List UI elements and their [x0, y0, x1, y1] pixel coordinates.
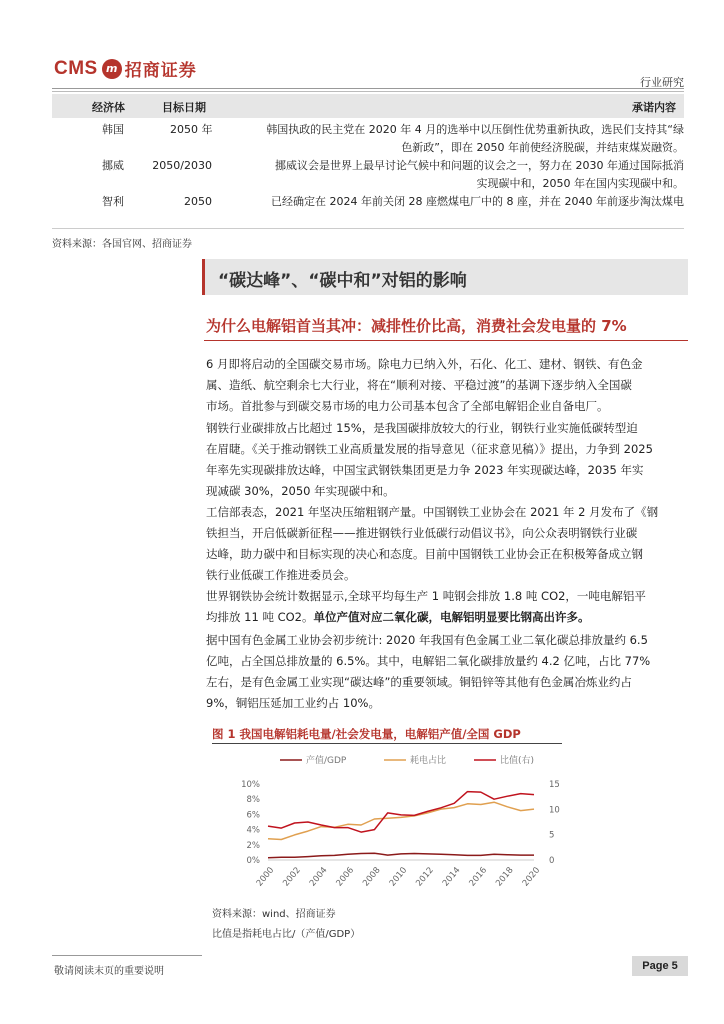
table-header-economy: 经济体 — [92, 101, 125, 114]
x-tick-label: 2002 — [281, 865, 303, 889]
report-type: 行业研究 — [640, 76, 684, 89]
paragraph-line — [206, 607, 688, 628]
table-cell-commitment-line1: 挪威议会是世界上最早讨论气候中和问题的议会之一，努力在 2030 年通过国际抵消 — [275, 159, 684, 172]
table-cell-commitment-line1: 已经确定在 2024 年前关闭 28 座燃煤电厂中的 8 座，并在 2040 年前逐步淘汰煤电 — [271, 195, 684, 208]
paragraph-line: 工信部表态，2021 年坚决压缩粗钢产量。中国钢铁工业协会在 2021 年 2 月发布了《钢 — [206, 505, 659, 519]
series-line-1 — [268, 853, 534, 858]
paragraph-line: 在眉睫。《关于推动钢铁工业高质量发展的指导意见（征求意见稿）》提出，力争到 2025 — [206, 442, 653, 456]
y-right-tick-label: 5 — [549, 830, 555, 841]
table-cell-commitment-line2: 实现碳中和，2050 年在国内实现碳中和。 — [476, 177, 684, 190]
y-left-tick-label: 6% — [246, 810, 260, 821]
table-bottom-rule — [52, 228, 684, 229]
y-left-tick-label: 10% — [241, 780, 260, 790]
y-left-tick-label: 2% — [246, 840, 260, 851]
x-tick-label: 2000 — [254, 865, 277, 889]
paragraph-line: 达峰，助力碳中和目标实现的决心和态度。目前中国钢铁工业协会正在积极筹备成立钢 — [206, 547, 643, 561]
x-tick-label: 2012 — [414, 865, 436, 889]
table-cell-date: 2050 — [184, 195, 212, 208]
table-header-commitment: 承诺内容 — [632, 101, 676, 114]
paragraph-line: 铁担当，开启低碳新征程——推进钢铁行业低碳行动倡议书》，向公众表明钢铁行业碳 — [206, 526, 638, 540]
footer-disclaimer: 敬请阅读末页的重要说明 — [54, 966, 164, 977]
y-left-tick-label: 0% — [246, 856, 260, 866]
table-cell-economy: 韩国 — [102, 123, 124, 136]
paragraph-line: 现减碳 30%，2050 年实现碳中和。 — [206, 484, 395, 498]
x-tick-label: 2016 — [467, 865, 490, 889]
paragraph-line: 钢铁行业碳排放占比超过 15%，是我国碳排放较大的行业，钢铁行业实施低碳转型迫 — [206, 421, 638, 435]
paragraph-3 — [206, 502, 688, 586]
table-cell-commitment-line1: 韩国执政的民主党在 2020 年 4 月的选举中以压倒性优势重新执政，选民们支持其“绿 — [266, 123, 684, 136]
footer-rule — [52, 955, 202, 956]
table-header — [52, 94, 684, 118]
subsection-title: 为什么电解铝首当其冲：减排性价比高，消费社会发电量的 7% — [206, 317, 627, 335]
legend-label-3: 比值(右) — [500, 756, 535, 766]
legend-label-1: 产值/GDP — [306, 756, 347, 766]
y-right-tick-label: 0 — [549, 856, 555, 866]
line-chart — [212, 746, 562, 898]
figure-note: 比值是指耗电占比/（产值/GDP） — [212, 929, 361, 940]
paragraph-line: 9%，铜铝压延加工业约占 10%。 — [206, 696, 380, 710]
paragraph-1 — [206, 354, 688, 417]
paragraph-text: 均排放 11 吨 CO2。 — [206, 610, 314, 624]
y-left-tick-label: 8% — [246, 795, 260, 806]
figure-title-rule — [212, 743, 562, 744]
company-logo — [54, 56, 197, 81]
header-divider-thin — [52, 91, 684, 92]
table-cell-date: 2050 年 — [170, 123, 213, 136]
logo-cms-text: CMS — [54, 57, 98, 79]
paragraph-line: 铁行业低碳工作推进委员会。 — [206, 568, 356, 582]
x-tick-label: 2006 — [334, 865, 357, 889]
table-row — [52, 193, 684, 213]
x-tick-label: 2018 — [494, 865, 516, 889]
x-tick-label: 2014 — [440, 865, 463, 889]
paragraph-line: 6 月即将启动的全国碳交易市场。除电力已纳入外，石化、化工、建材、钢铁、有色金 — [206, 357, 643, 371]
y-left-tick-label: 4% — [246, 825, 260, 836]
table-header-date: 目标日期 — [162, 101, 206, 114]
x-tick-label: 2004 — [307, 865, 330, 889]
y-right-tick-label: 15 — [549, 780, 560, 790]
series-line-2 — [268, 802, 534, 839]
series-line-3 — [268, 792, 534, 833]
paragraph-line: 属、造纸、航空剩余七大行业，将在“顺利对接、平稳过渡”的基调下逐步纳入全国碳 — [206, 378, 632, 392]
table-cell-date: 2050/2030 — [152, 159, 212, 172]
section-title: “碳达峰”、“碳中和”对铝的影响 — [218, 271, 467, 291]
paragraph-2 — [206, 418, 688, 502]
paragraph-line: 左右，是有色金属工业实现“碳达峰”的重要领域。铜铅锌等其他有色金属冶炼业约占 — [206, 675, 632, 689]
header-divider — [52, 88, 684, 89]
table-cell-economy: 挪威 — [102, 159, 124, 172]
paragraph-4 — [206, 586, 688, 628]
paragraph-bold-text: 单位产值对应二氧化碳，电解铝明显要比钢高出许多。 — [313, 610, 590, 624]
y-right-tick-label: 10 — [549, 805, 560, 816]
logo-mark-icon: m — [102, 59, 122, 79]
figure-title: 图 1 我国电解铝耗电量/社会发电量，电解铝产值/全国 GDP — [212, 727, 521, 741]
paragraph-line: 年率先实现碳排放达峰，中国宝武钢铁集团更是力争 2023 年实现碳达峰，2035 年实 — [206, 463, 644, 477]
paragraph-line: 世界钢铁协会统计数据显示,全球平均每生产 1 吨钢会排放 1.8 吨 CO2，一吨电解铝平 — [206, 589, 646, 603]
paragraph-line: 市场。首批参与到碳交易市场的电力公司基本包含了全部电解铝企业自备电厂。 — [206, 399, 609, 413]
paragraph-line: 亿吨，占全国总排放量的 6.5%。其中，电解铝二氧化碳排放量约 4.2 亿吨，占比 77% — [206, 654, 651, 668]
figure-source: 资料来源：wind、招商证券 — [212, 909, 336, 920]
table-source: 资料来源：各国官网、招商证券 — [52, 239, 192, 250]
table-row — [52, 121, 684, 157]
paragraph-line: 据中国有色金属工业协会初步统计: 2020 年我国有色金属工业二氧化碳总排放量约 6.5 — [206, 633, 648, 647]
x-tick-label: 2020 — [520, 865, 543, 889]
table-cell-economy: 智利 — [102, 195, 124, 208]
x-tick-label: 2010 — [387, 865, 410, 889]
legend-label-2: 耗电占比 — [410, 756, 447, 766]
page-number: Page 5 — [632, 956, 688, 976]
x-tick-label: 2008 — [361, 865, 383, 889]
paragraph-5 — [206, 630, 688, 714]
logo-chinese-text: 招商证券 — [124, 61, 197, 81]
table-cell-commitment-line2: 色新政”，即在 2050 年前使经济脱碳，并结束煤炭融资。 — [401, 141, 684, 154]
subsection-rule — [204, 340, 688, 341]
table-row — [52, 157, 684, 193]
